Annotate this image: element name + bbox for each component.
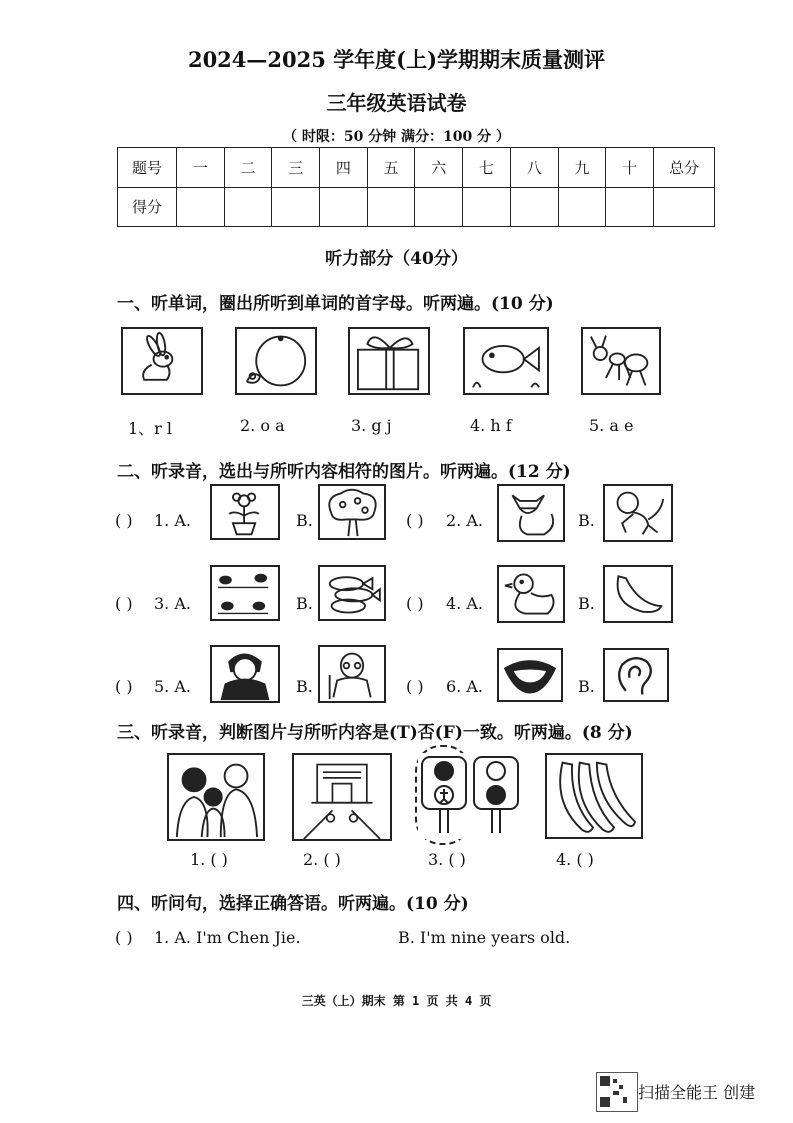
score-row-label: 得分 [118,187,177,227]
score-header-cell: 十 [606,148,654,188]
s2-q1-answer-bracket[interactable]: ( ) [115,511,133,530]
score-header-cell: 题号 [118,148,177,188]
score-table-header-row [118,148,715,188]
ant-icon [581,327,661,395]
rabbit-icon [121,327,203,395]
section3-title: 三、听录音，判断图片与所听内容是(T)否(F)一致。听两遍。(8 分) [117,723,633,743]
page-footer: 三英（上）期末 第 1 页 共 4 页 [301,994,492,1008]
score-cell[interactable] [177,187,225,227]
gift-icon [348,327,430,395]
s2-q4-b-label: B. [578,594,595,613]
s3-item-4[interactable]: 4. ( ) [556,850,594,869]
flower-pot-icon [210,484,280,540]
s1-item-5: 5. a e [589,416,634,435]
family-icon [167,753,265,841]
s2-q6-answer-bracket[interactable]: ( ) [406,677,424,696]
grandmother-icon [210,645,280,703]
s2-q2-b-label: B. [578,511,595,530]
s2-q5-answer-bracket[interactable]: ( ) [115,677,133,696]
score-cell[interactable] [510,187,558,227]
banana-icon [603,565,673,623]
section4-title: 四、听问句，选择正确答语。听两遍。(10 分) [117,894,469,914]
monkey-icon [603,484,673,542]
s2-q6-a-label: 6. A. [446,677,483,696]
scanner-watermark: 扫描全能王 创建 [638,1083,756,1102]
s2-q4-answer-bracket[interactable]: ( ) [406,594,424,613]
score-header-cell: 五 [367,148,415,188]
s2-q3-answer-bracket[interactable]: ( ) [115,594,133,613]
exam-limits: （ 时限：50 分钟 满分：100 分 ） [282,129,511,145]
orange-icon [235,327,317,395]
s2-q5-b-label: B. [296,677,313,696]
score-header-cell: 八 [510,148,558,188]
s4-q1-option-b: B. I'm nine years old. [398,928,571,947]
score-cell[interactable] [654,187,715,227]
score-cell[interactable] [463,187,511,227]
score-header-cell: 七 [463,148,511,188]
bananas-icon [545,753,643,839]
s3-item-2[interactable]: 2. ( ) [303,850,341,869]
grandfather-icon [318,645,386,703]
qr-code-icon [596,1072,638,1112]
exam-subtitle: 三年级英语试卷 [326,91,467,115]
score-cell[interactable] [224,187,272,227]
fox-icon [497,484,565,542]
tree-icon [318,484,386,540]
s2-q3-a-label: 3. A. [154,594,191,613]
score-table [117,147,715,227]
school-icon [292,753,392,841]
s1-item-4: 4. h f [470,416,512,435]
s2-q5-a-label: 5. A. [154,677,191,696]
score-header-cell: 九 [558,148,606,188]
listening-title: 听力部分（40分） [325,249,468,269]
s2-q2-answer-bracket[interactable]: ( ) [406,511,424,530]
score-cell[interactable] [415,187,463,227]
section2-title: 二、听录音，选出与所听内容相符的图片。听两遍。(12 分) [117,462,571,482]
score-header-cell: 三 [272,148,320,188]
score-header-cell: 一 [177,148,225,188]
s2-q4-a-label: 4. A. [446,594,483,613]
s1-item-3: 3. g j [351,416,392,435]
score-table-score-row [118,187,715,227]
score-header-cell: 六 [415,148,463,188]
duck-icon [497,565,565,623]
s2-q2-a-label: 2. A. [446,511,483,530]
section1-title: 一、听单词，圈出所听到单词的首字母。听两遍。(10 分) [117,294,554,314]
s4-q1-answer-bracket[interactable]: ( ) [115,928,133,947]
s3-item-1[interactable]: 1. ( ) [190,850,228,869]
score-header-cell: 总分 [654,148,715,188]
s2-q1-a-label: 1. A. [154,511,191,530]
mouth-icon [497,648,563,702]
score-cell[interactable] [367,187,415,227]
s1-item-2: 2. o a [240,416,285,435]
s4-q1-option-a: 1. A. I'm Chen Jie. [154,928,301,947]
score-header-cell: 二 [224,148,272,188]
score-cell[interactable] [606,187,654,227]
traffic-light-icon [418,753,522,839]
exam-title: 2024—2025 学年度(上)学期期末质量测评 [187,47,606,72]
score-cell[interactable] [558,187,606,227]
score-cell[interactable] [320,187,368,227]
fish-pile-icon [318,565,386,621]
s3-item-3[interactable]: 3. ( ) [428,850,466,869]
s2-q1-b-label: B. [296,511,313,530]
s2-q3-b-label: B. [296,594,313,613]
birds-icon [210,565,280,621]
score-cell[interactable] [272,187,320,227]
score-header-cell: 四 [320,148,368,188]
fish-icon [463,327,549,395]
ear-icon [603,648,669,702]
s2-q6-b-label: B. [578,677,595,696]
s1-item-1: 1、r l [128,419,173,438]
